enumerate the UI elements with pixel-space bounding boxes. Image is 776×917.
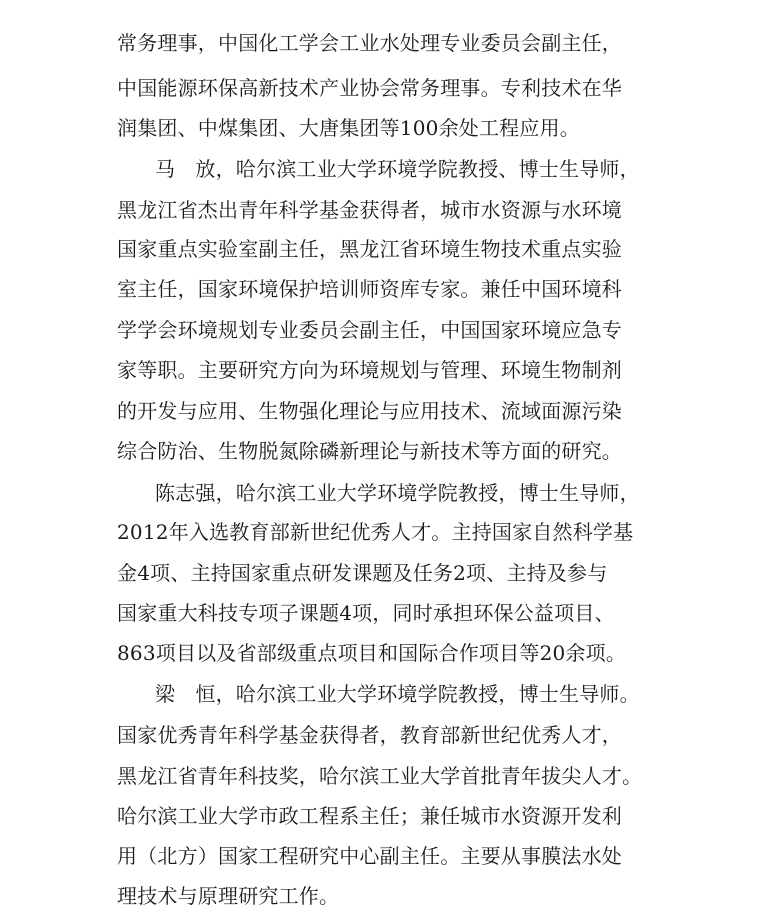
paragraph-start-chen-zhiqiang: 陈志强，哈尔滨工业大学环境学院教授，博士生导师，: [155, 481, 640, 505]
text-line: 黑龙江省杰出青年科学基金获得者，城市水资源与水环境: [117, 198, 622, 222]
text-line: 常务理事，中国化工学会工业水处理专业委员会副主任，: [117, 31, 622, 55]
text-line: 金4项、主持国家重点研发课题及任务2项、主持及参与: [117, 561, 608, 585]
text-line: 理技术与原理研究工作。: [117, 884, 340, 908]
paragraph-start-liang-heng: 梁 恒，哈尔滨工业大学环境学院教授，博士生导师。: [155, 682, 640, 706]
text-line: 用（北方）国家工程研究中心副主任。主要从事膜法水处: [117, 844, 622, 868]
text-line: 润集团、中煤集团、大唐集团等100余处工程应用。: [117, 116, 580, 140]
paragraph-start-ma-fang: 马 放，哈尔滨工业大学环境学院教授、博士生导师，: [155, 157, 640, 181]
text-line: 家等职。主要研究方向为环境规划与管理、环境生物制剂: [117, 358, 622, 382]
text-line: 学学会环境规划专业委员会副主任，中国国家环境应急专: [117, 318, 622, 342]
text-line: 的开发与应用、生物强化理论与应用技术、流域面源污染: [117, 399, 622, 423]
text-line: 黑龙江省青年科技奖，哈尔滨工业大学首批青年拔尖人才。: [117, 764, 643, 788]
text-line: 863项目以及省部级重点项目和国际合作项目等20余项。: [117, 641, 627, 665]
text-line: 国家优秀青年科学基金获得者，教育部新世纪优秀人才，: [117, 723, 622, 747]
text-line: 国家重大科技专项子课题4项，同时承担环保公益项目、: [117, 601, 615, 625]
text-line: 2012年入选教育部新世纪优秀人才。主持国家自然科学基: [117, 520, 634, 544]
text-line: 中国能源环保高新技术产业协会常务理事。专利技术在华: [117, 76, 622, 100]
text-line: 哈尔滨工业大学市政工程系主任；兼任城市水资源开发利: [117, 804, 622, 828]
text-line: 室主任，国家环境保护培训师资库专家。兼任中国环境科: [117, 277, 622, 301]
text-line: 综合防治、生物脱氮除磷新理论与新技术等方面的研究。: [117, 439, 622, 463]
text-line: 国家重点实验室副主任，黑龙江省环境生物技术重点实验: [117, 237, 622, 261]
